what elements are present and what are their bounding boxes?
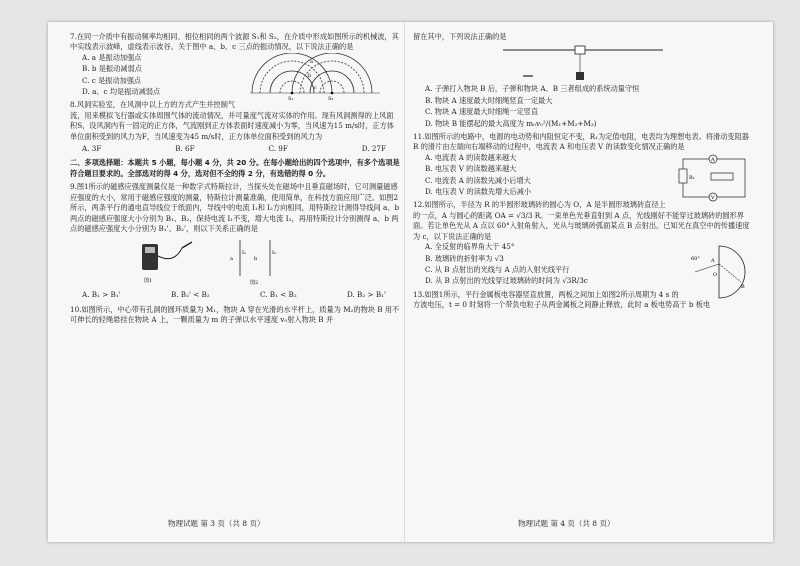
page-4-footer: 物理试题 第 4 页（共 8 页） — [518, 519, 615, 528]
fig2-label: 图2 — [250, 280, 259, 287]
question-9 — [70, 182, 400, 300]
q8-option-a: A. 3F — [82, 144, 102, 154]
voltmeter-label: V — [711, 194, 715, 201]
question-11-text: 11.如图所示的电路中，电源的电动势和内阻恒定不变，R₁为定值电阻，电表均为理想电表。将滑动变阻器 R 的滑片由左端向右端移动的过程中，电流表 A 和电压表 V 的读数变化情况正确的是 — [413, 132, 749, 152]
point-b-label: b — [254, 256, 258, 263]
question-12-text: 12.如图所示，半径为 R 的半圆形玻璃砖的圆心为 O，A 是半圆形玻璃砖直径上的一点，A 与圆心的距离 OA = √3/3 R。一束单色光垂直射到 A 点，光线刚好不能穿过玻璃砖的圆形界面。若让单色光从 A 点以 60°入射角射入，光从与玻璃砖弧面某点 B 点射出。已知光在真空中的传播速度为 c，以下说法正确的是 — [413, 200, 750, 241]
q11-option-a: A. 电流表 A 的读数越来越大 — [425, 152, 517, 162]
question-13-start: 13.如图1所示，平行金属板电容器竖直放置，两板之间加上如图2所示周期为 4 s 的方波电压，t = 0 时刻将一个带负电粒子从两金属板之间静止释放，此时 a 板电势高于 b 板电 — [413, 289, 711, 310]
q8-option-d: D. 27F — [361, 144, 386, 154]
q11-option-b: B. 电压表 V 的读数越来越大 — [425, 164, 517, 174]
point-a-label: a — [230, 256, 233, 263]
q10-option-d: D. 物块 B 能摆起的最大高度为 m₀v₀²/(M₁+M₂+M₃) — [425, 118, 597, 128]
q9-option-b: B. B₂' < B₂ — [170, 290, 210, 300]
angle-label: 60° — [691, 256, 700, 263]
question-11 — [413, 132, 753, 201]
q12-option-b: B. 玻璃砖的折射率为 √3 — [425, 253, 504, 263]
label-c: c — [314, 84, 317, 91]
semicircle-glass-figure — [689, 242, 753, 300]
question-10-continued — [413, 32, 753, 129]
q11-option-d: D. 电压表 V 的读数先增大后减小 — [425, 187, 532, 197]
question-7-text: 7.在同一介质中有振动频率均相同、相位相同的两个波源 S₁和 S₂，在介质中形成如图所示的机械波，其中实线表示波峰，虚线表示波谷。关于图中 a、b、c 三点的振动情况，以下说法正确的是 — [70, 32, 399, 52]
q7-option-d: D. a、c 均是振动减弱点 — [82, 87, 161, 97]
question-10-cont-text: 留在其中，下列说法正确的是 — [413, 32, 507, 41]
exam-sheet — [48, 22, 773, 542]
page-3 — [70, 32, 400, 329]
fig1-label: 图1 — [144, 278, 153, 285]
q10-option-a: A. 子弹打入物块 B 后，子弹和物块 A、B 三者组成的系统动量守恒 — [425, 84, 640, 94]
current-i2-label: I₂ — [272, 250, 276, 257]
question-7 — [70, 32, 400, 101]
label-s1: S₁ — [288, 95, 294, 101]
q12-option-c: C. 从 B 点射出的光线与 A 点的入射光线平行 — [425, 264, 570, 274]
q7-option-b: B. b 是振动减弱点 — [82, 64, 142, 74]
section-heading: 二、多项选择题：本题共 5 小题，每小题 4 分，共 20 分。在每小题给出的四个选项中，有多个选项是符合题目要求的。全部选对的得 4 分，选对但不全的得 2 分，有选错的得 0 分。 — [70, 158, 400, 178]
q8-option-c: C. 9F — [268, 144, 288, 154]
question-8-text: 8.风洞实验室，在风洞中以上方的方式产生并控制气流，用来模拟飞行器或实体周围气体的流动情况，并可量度气流对实体的作用。现有风洞测得的上风面积S，设风洞内有一固定的正方体，气流刚到正方体表面时速度减小为零，当风速为15 m/s时，正方体单位面积受到的风力为F，当风速变为45 m/s时，正方体单位面积受到的风力为 — [70, 100, 394, 141]
current-i1-label: I₁ — [242, 250, 246, 257]
q11-option-c: C. 电流表 A 的读数先减小后增大 — [425, 175, 531, 185]
wave-interference-figure — [250, 53, 400, 101]
page-4 — [413, 32, 753, 314]
q7-option-a: A. a 是振动加强点 — [82, 52, 142, 62]
q9-option-c: C. B₁ < B₂ — [259, 290, 297, 300]
point-a-label: A — [711, 258, 715, 265]
question-12 — [413, 200, 753, 291]
q8-options — [82, 144, 386, 154]
q9-option-a: A. B₁ > B₁' — [82, 290, 121, 300]
q8-option-b: B. 6F — [175, 144, 195, 154]
label-a: a — [310, 58, 313, 65]
resistor-label: R₁ — [689, 174, 695, 181]
question-9-text: 9.图1所示的磁感应强度测量仪是一种数字式特斯拉计，当探头处在磁场中且垂直磁场时，它可测量磁感应强度的大小，常用于磁感应强度的测量，特斯拉计测量准确，使用简单，在科技方面应用广泛。如图2所示，两条平行的通电直导线位于纸面内，导线中的电流 I₁和 I₂方向相同，用特斯拉计测得导线间 a、b 两点的磁感应强度大小分别为 B₁、B₂，保持电流 I₁不变，增大电流 I₂，再用特斯拉计分别测得 a、b 两点的磁感应强度大小分别为 B₁'、B₂'，则以下关系正确的是 — [70, 182, 400, 233]
page-divider — [404, 22, 405, 542]
q10-option-c: C. 物块 A 速度最大时细绳一定竖直 — [425, 107, 539, 117]
question-10-start: 10.如图所示，中心带有孔洞的圆环质量为 M₁，物块 A 穿在光滑的水平杆上，质量为 M₂的物块 B 用不可伸长的轻绳悬挂在物块 A 上，一颗质量为 m 的子弹以水平速度 v₀射入物块 B 并 — [70, 304, 400, 325]
teslameter-figure — [130, 236, 330, 288]
q9-options — [82, 290, 386, 300]
label-b: b — [308, 72, 312, 79]
point-b-label: B — [741, 284, 745, 291]
q10-option-b: B. 物块 A 速度最大时细绳竖直一定最大 — [425, 95, 553, 105]
page-3-footer: 物理试题 第 3 页（共 8 页） — [168, 519, 265, 528]
q12-option-a: A. 全反射的临界角大于 45° — [425, 242, 515, 252]
q7-option-c: C. c 是振动加强点 — [82, 75, 142, 85]
pendulum-figure — [503, 42, 663, 84]
label-s2: S₂ — [328, 95, 334, 101]
question-8 — [70, 100, 400, 154]
q9-option-d: D. B₂ > B₁' — [346, 290, 386, 300]
q12-option-d: D. 从 B 点射出的光线穿过玻璃砖的时间为 √3R/3c — [425, 276, 588, 286]
circuit-figure — [675, 153, 753, 203]
ammeter-label: A — [711, 156, 715, 163]
center-o-label: O — [713, 272, 718, 279]
